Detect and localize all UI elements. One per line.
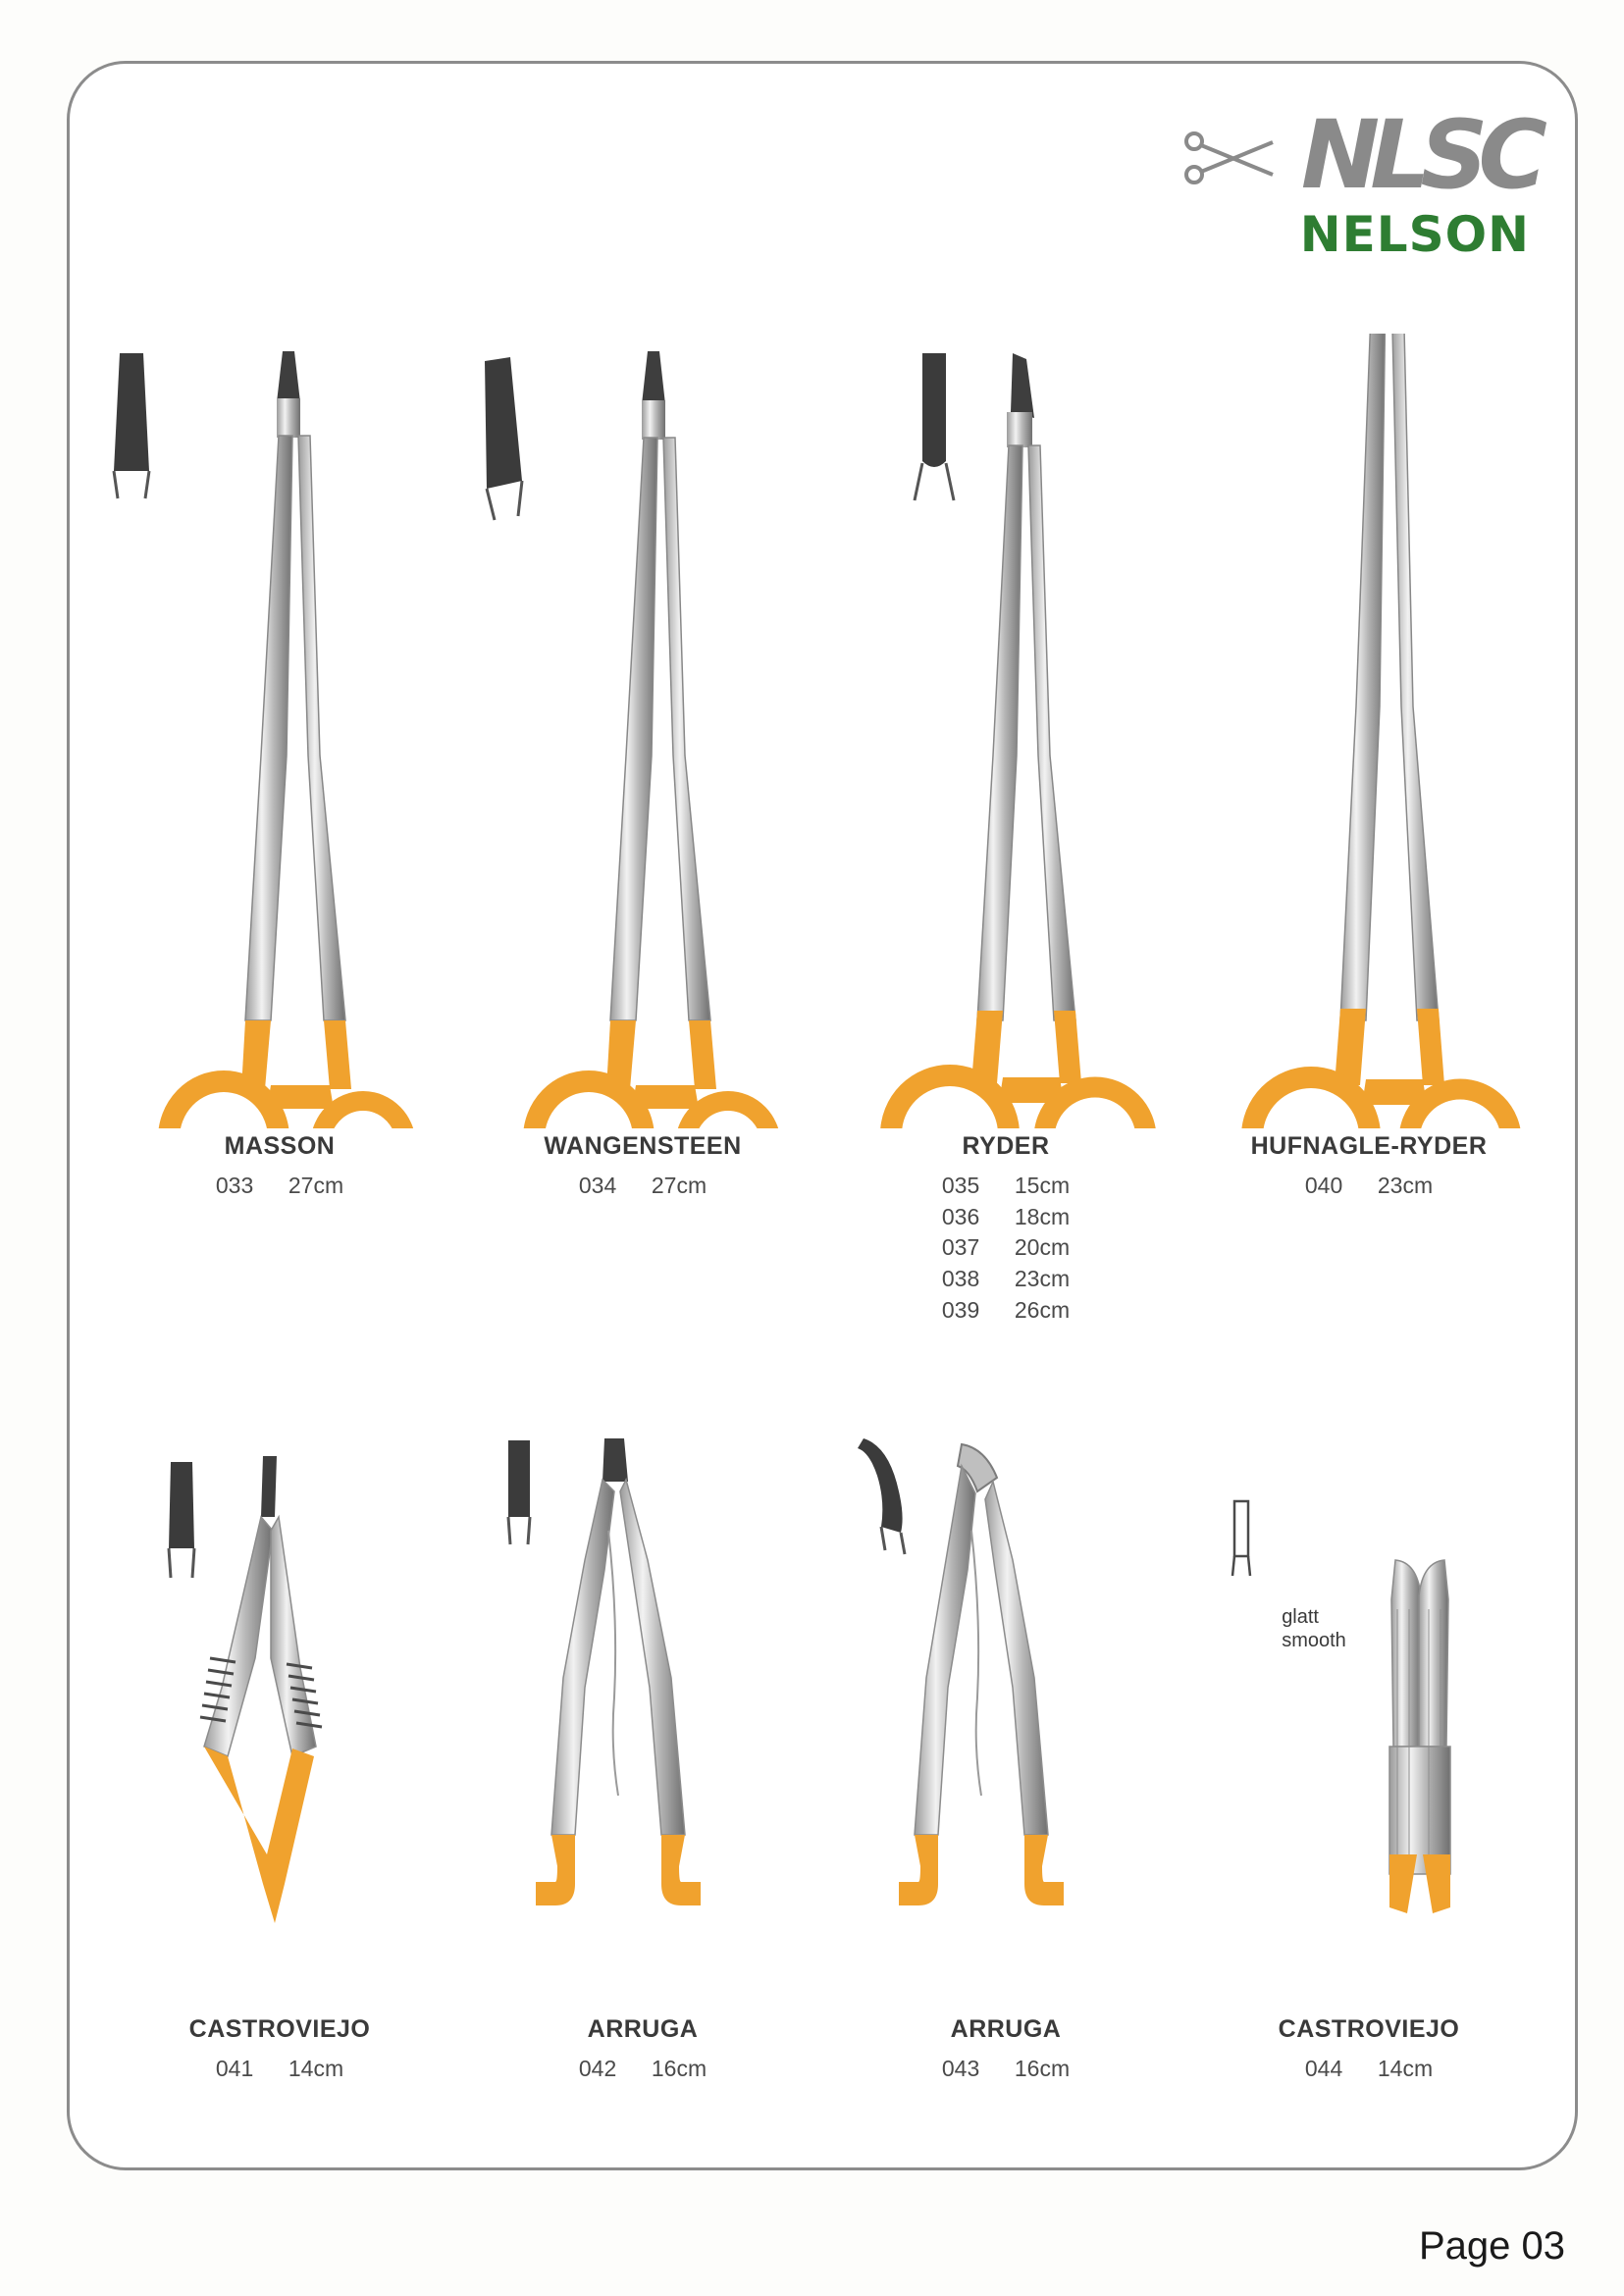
instrument-row-1 xyxy=(98,334,1550,1374)
code-number: 043 xyxy=(941,2056,980,2081)
code-row xyxy=(579,1171,707,1202)
instrument-name: RYDER xyxy=(962,1132,1050,1160)
code-size: 23cm xyxy=(1377,1173,1434,1198)
code-row xyxy=(942,1295,1070,1327)
smooth-note-line-en: smooth xyxy=(1282,1630,1346,1651)
instrument-card-hufnagle-ryder xyxy=(1187,334,1550,1374)
instrument-code-list xyxy=(1305,1171,1433,1202)
scissors-icon xyxy=(1184,130,1275,188)
code-size: 16cm xyxy=(1014,2056,1071,2081)
code-size: 27cm xyxy=(651,1173,707,1198)
code-size: 18cm xyxy=(1014,1203,1071,1229)
instrument-row-2 xyxy=(98,1423,1550,2129)
instrument-illustration-wangensteen xyxy=(461,334,824,1128)
code-size: 27cm xyxy=(288,1173,344,1198)
instrument-card-arruga-043 xyxy=(824,1423,1187,2129)
code-number: 039 xyxy=(941,1296,980,1323)
instrument-name: ARRUGA xyxy=(587,2015,699,2043)
code-number: 041 xyxy=(215,2056,254,2081)
instrument-code-list xyxy=(579,2054,707,2085)
instrument-code-list xyxy=(216,1171,343,1202)
code-number: 038 xyxy=(941,1266,980,1292)
instrument-illustration-castroviejo-044 xyxy=(1187,1423,1550,2011)
code-size: 14cm xyxy=(288,2056,344,2081)
code-number: 042 xyxy=(578,2056,617,2081)
code-number: 036 xyxy=(941,1203,980,1229)
instrument-code-list xyxy=(942,1171,1070,1327)
code-row xyxy=(1305,1171,1433,1202)
page-number: Page 03 xyxy=(1418,2224,1565,2268)
code-size: 26cm xyxy=(1014,1296,1071,1323)
smooth-note-line-de: glatt xyxy=(1282,1606,1319,1628)
code-number: 035 xyxy=(941,1173,980,1198)
instrument-card-ryder xyxy=(824,334,1187,1374)
code-number: 037 xyxy=(941,1234,980,1261)
instrument-name: ARRUGA xyxy=(950,2015,1062,2043)
code-row xyxy=(216,1171,343,1202)
instrument-illustration-castroviejo-041 xyxy=(98,1423,461,2011)
instrument-illustration-hufnagle-ryder xyxy=(1187,334,1550,1128)
instrument-card-masson xyxy=(98,334,461,1374)
code-row xyxy=(942,1171,1070,1202)
code-number: 040 xyxy=(1304,1173,1343,1198)
logo-wordmark: NLSC xyxy=(1300,100,1538,210)
code-size: 23cm xyxy=(1014,1266,1071,1292)
code-number: 033 xyxy=(215,1173,254,1198)
instrument-card-arruga-042 xyxy=(461,1423,824,2129)
instrument-code-list xyxy=(1305,2054,1433,2085)
instrument-name: HUFNAGLE-RYDER xyxy=(1250,1132,1488,1160)
instrument-card-castroviejo-041 xyxy=(98,1423,461,2129)
instrument-card-wangensteen xyxy=(461,334,824,1374)
logo-brand-name: NELSON xyxy=(1299,206,1530,263)
instrument-code-list xyxy=(579,1171,707,1202)
code-size: 15cm xyxy=(1014,1173,1071,1198)
code-row xyxy=(942,2054,1070,2085)
code-row xyxy=(942,1202,1070,1233)
code-size: 14cm xyxy=(1377,2056,1434,2081)
instrument-name: CASTROVIEJO xyxy=(188,2015,371,2043)
instrument-name: MASSON xyxy=(224,1132,336,1160)
smooth-note xyxy=(1282,1605,1346,1652)
code-size: 20cm xyxy=(1014,1234,1071,1261)
code-row xyxy=(216,2054,343,2085)
code-number: 034 xyxy=(578,1173,617,1198)
instrument-code-list xyxy=(942,2054,1070,2085)
code-size: 16cm xyxy=(651,2056,707,2081)
brand-logo xyxy=(1184,100,1538,294)
code-row xyxy=(942,1264,1070,1295)
instrument-card-castroviejo-044 xyxy=(1187,1423,1550,2129)
instrument-illustration-masson xyxy=(98,334,461,1128)
code-row xyxy=(1305,2054,1433,2085)
instrument-code-list xyxy=(216,2054,343,2085)
code-number: 044 xyxy=(1304,2056,1343,2081)
code-row xyxy=(942,1232,1070,1264)
instrument-name: CASTROVIEJO xyxy=(1278,2015,1460,2043)
instrument-name: WANGENSTEEN xyxy=(544,1132,742,1160)
instrument-illustration-arruga-042 xyxy=(461,1423,824,2011)
instrument-illustration-ryder xyxy=(824,334,1187,1128)
instrument-illustration-arruga-043 xyxy=(824,1423,1187,2011)
code-row xyxy=(579,2054,707,2085)
